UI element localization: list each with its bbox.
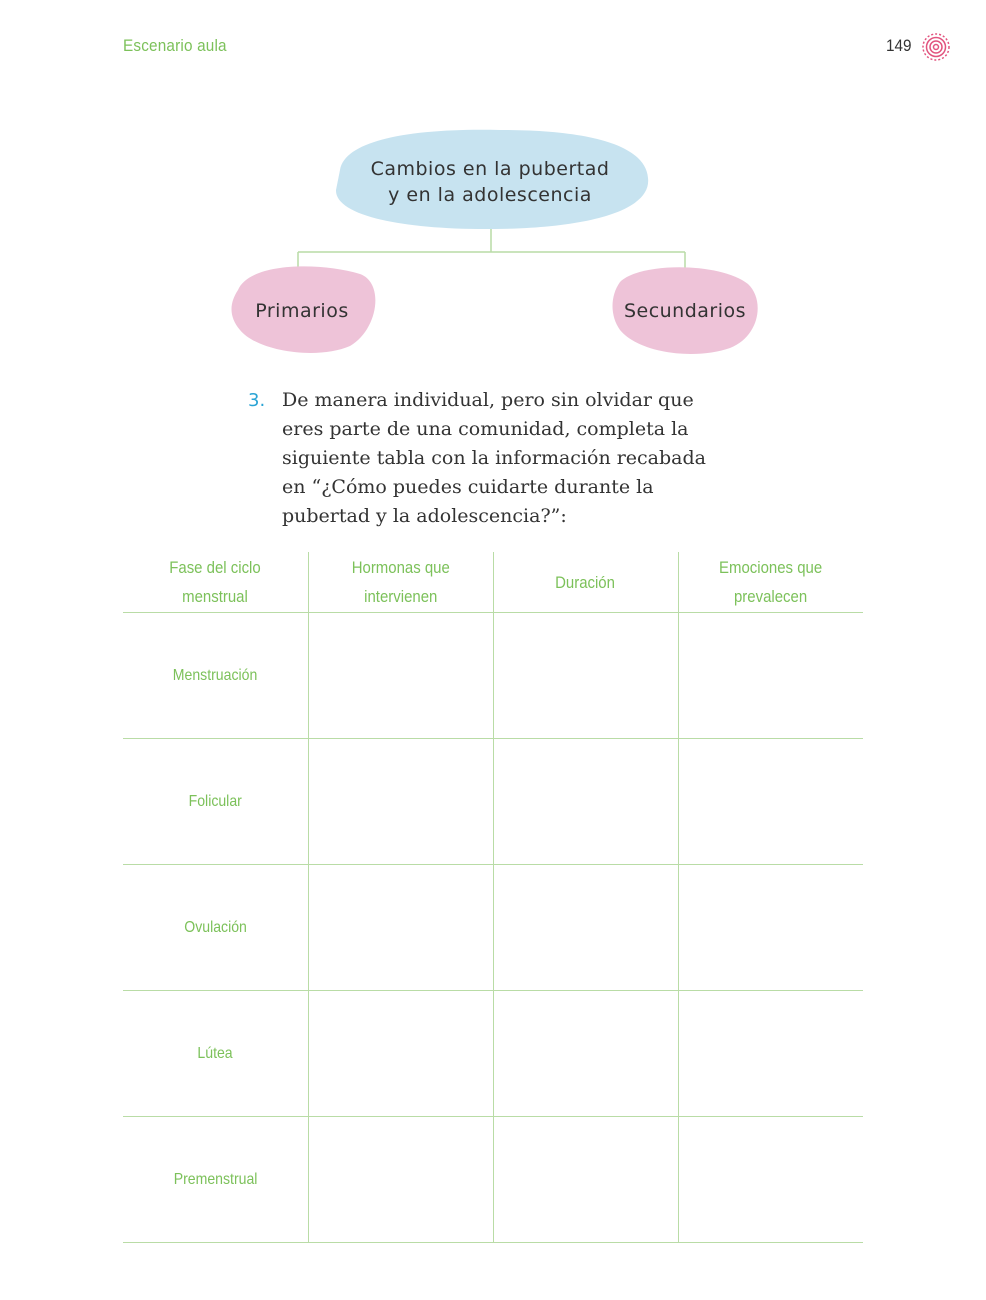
table-row: [123, 1117, 863, 1243]
phase-cell: Premenstrual: [123, 1117, 308, 1243]
phase-cell: Menstruación: [123, 613, 308, 739]
hormones-cell[interactable]: [308, 739, 493, 865]
table-row: [123, 991, 863, 1117]
activity-line: De manera individual, pero sin olvidar que: [282, 389, 694, 411]
activity-line: siguiente tabla con la información recabada: [282, 447, 706, 469]
header-emociones: Emociones que prevalecen: [678, 552, 863, 613]
duration-cell[interactable]: [493, 613, 678, 739]
table-row: [123, 865, 863, 991]
duration-cell[interactable]: [493, 1117, 678, 1243]
main-concept-label: [340, 156, 640, 208]
activity-number: 3.: [248, 390, 266, 411]
header-duracion: Duración: [493, 552, 678, 613]
connector-lines: [298, 229, 685, 268]
phase-cell: Ovulación: [123, 865, 308, 991]
duration-cell[interactable]: [493, 991, 678, 1117]
main-concept-line1: Cambios en la pubertad: [370, 158, 610, 180]
hormones-cell[interactable]: [308, 991, 493, 1117]
emotions-cell[interactable]: [678, 613, 863, 739]
table-row: [123, 613, 863, 739]
header-hormonas: Hormonas que intervienen: [308, 552, 493, 613]
emotions-cell[interactable]: [678, 991, 863, 1117]
activity-line: pubertad y la adolescencia?”:: [282, 505, 567, 527]
hormones-cell[interactable]: [308, 613, 493, 739]
phase-cell: Lútea: [123, 991, 308, 1117]
activity-text: [282, 386, 742, 531]
menstrual-cycle-table: [123, 552, 863, 1243]
page-number: 149: [886, 36, 912, 55]
hormones-cell[interactable]: [308, 865, 493, 991]
phase-cell: Folicular: [123, 739, 308, 865]
emotions-cell[interactable]: [678, 739, 863, 865]
activity-line: eres parte de una comunidad, completa la: [282, 418, 689, 440]
hormones-cell[interactable]: [308, 1117, 493, 1243]
duration-cell[interactable]: [493, 865, 678, 991]
section-label: Escenario aula: [123, 36, 227, 55]
header-fase: Fase del ciclo menstrual: [123, 552, 308, 613]
activity-line: en “¿Cómo puedes cuidarte durante la: [282, 476, 654, 498]
duration-cell[interactable]: [493, 739, 678, 865]
main-concept-line2: y en la adolescencia: [388, 184, 592, 206]
emotions-cell[interactable]: [678, 1117, 863, 1243]
emotions-cell[interactable]: [678, 865, 863, 991]
primarios-label: Primarios: [255, 300, 349, 322]
secundarios-label: Secundarios: [623, 300, 747, 322]
table-header-row: [123, 552, 863, 613]
table-row: [123, 739, 863, 865]
